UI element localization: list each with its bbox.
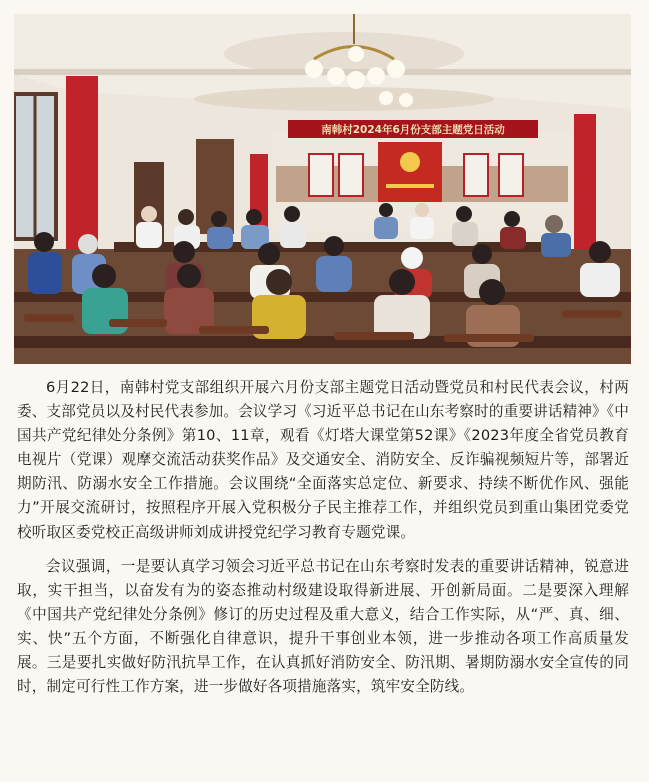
meeting-photo [14, 14, 631, 364]
banner-text: 南韩村2024年6月份支部主题党日活动 [321, 124, 505, 136]
paragraph-2: 会议强调，一是要认真学习领会习近平总书记在山东考察时发表的重要讲话精神，锐意进取，实干担当，以奋发有为的姿态推动村级建设取得新进展、开创新局面。二是要深入理解《中国共产党纪律处分条例》修订的历史过程及重大意义，结合工作实际，从“严、真、细、实、快”五个方面，不断强化自律意识，提升干事创业本领，进一步推动各项工作高质量发展。三是要扎实做好防汛抗旱工作，在认真抓好消防安全、防汛期、暑期防溺水安全宣传的同时，制定可行性工作方案，进一步做好各项措施落实，筑牢安全防线。 [17, 557, 629, 696]
pillar-right [574, 114, 596, 254]
meeting-photo-illustration [14, 14, 631, 364]
paragraph-1: 6月22日，南韩村党支部组织开展六月份支部主题党日活动暨党员和村民代表会议，村两委、支部党员以及村民代表参加。会议学习《习近平总书记在山东考察时的重要讲话精神》《中国共产党纪律处分条例》第10、11章，观看《灯塔大课堂第52课》《2023年度全省党员教育电视片（党课）观摩交流活动获奖作品》及交通安全、消防安全、反诈骗视频短片等，部署近期防汛、防溺水安全工作措施。会议围绕“全面落实总定位、新要求、持续不断优作风、强能力”开展交流研讨，按照程序开展入党积极分子民主推荐工作，并组织党员到重山集团党委党校听取区委党校正高级讲师刘成讲授党纪学习教育专题党课。 [17, 379, 629, 541]
article-body [17, 376, 629, 699]
pillar-left [66, 76, 98, 256]
